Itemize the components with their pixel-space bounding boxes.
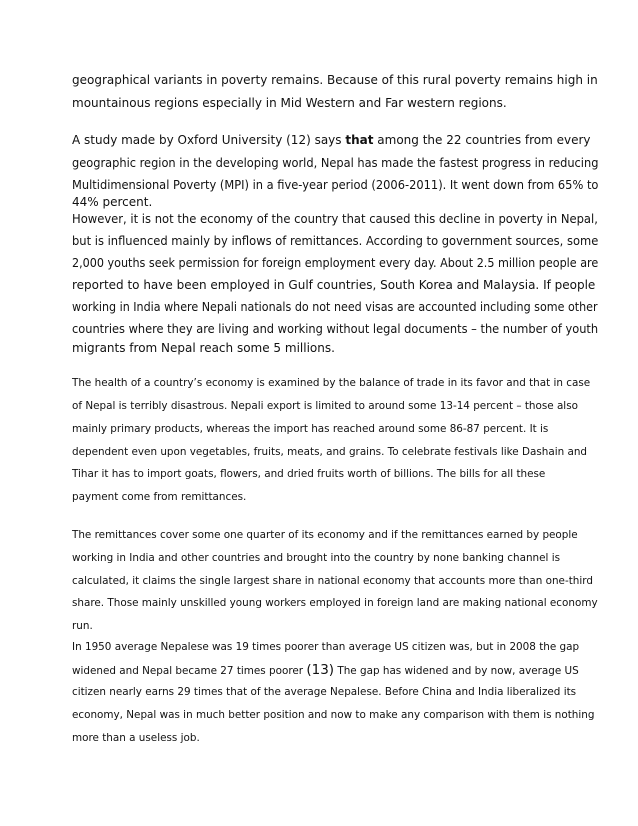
bold-word: that	[345, 133, 374, 147]
text-line: payment come from remittances.	[72, 491, 247, 503]
text-line: but is influenced mainly by inflows of remittances. According to government sources, some	[72, 234, 599, 248]
text-line: working in India and other countries and brought into the country by none banking channel is	[72, 552, 561, 564]
text-line: more than a useless job.	[72, 732, 200, 744]
text-line: The remittances cover some one quarter of its economy and if the remittances earned by people	[72, 529, 578, 541]
text-line: working in India where Nepali nationals do not need visas are accounted including some other	[72, 300, 598, 314]
text-line: migrants from Nepal reach some 5 millions.	[72, 341, 335, 355]
text-line: 2,000 youths seek permission for foreign employment every day. About 2.5 million people are	[72, 256, 599, 270]
text-line	[72, 133, 591, 147]
text-line	[72, 662, 579, 678]
text-line: economy, Nepal was in much better position and now to make any comparison with them is nothing	[72, 709, 595, 721]
text-line: However, it is not the economy of the country that caused this decline in poverty in Nepal,	[72, 212, 598, 226]
text-line: reported to have been employed in Gulf countries, South Korea and Malaysia. If people	[72, 278, 596, 292]
text-line: of Nepal is terribly disastrous. Nepali export is limited to around some 13-14 percent – those also	[72, 400, 578, 412]
text-line: calculated, it claims the single largest share in national economy that accounts more than one-third	[72, 575, 593, 587]
text-span: The gap has widened and by now, average US	[334, 665, 579, 677]
text-span: among the 22 countries from every	[373, 133, 591, 147]
text-line: dependent even upon vegetables, fruits, meats, and grains. To celebrate festivals like Dashain and	[72, 446, 588, 458]
text-line: mainly primary products, whereas the import has reached around some 86-87 percent. It is	[72, 423, 549, 435]
text-line: 44% percent.	[72, 195, 153, 209]
text-line: countries where they are living and working without legal documents – the number of youth	[72, 322, 599, 336]
text-line: citizen nearly earns 29 times that of the average Nepalese. Before China and India liberalized its	[72, 686, 577, 698]
text-line: geographic region in the developing world, Nepal has made the fastest progress in reducing	[72, 156, 599, 170]
text-line: share. Those mainly unskilled young workers employed in foreign land are making national economy	[72, 597, 598, 609]
text-line: The health of a country’s economy is examined by the balance of trade in its favor and that in case	[72, 377, 591, 389]
text-line: In 1950 average Nepalese was 19 times poorer than average US citizen was, but in 2008 the gap	[72, 641, 580, 653]
text-line: mountainous regions especially in Mid Western and Far western regions.	[72, 96, 507, 110]
text-line: Multidimensional Poverty (MPI) in a five-year period (2006-2011). It went down from 65% to	[72, 178, 599, 192]
text-span: A study made by Oxford University (12) says	[72, 133, 346, 147]
text-line: Tihar it has to import goats, flowers, and dried fruits worth of billions. The bills for all these	[72, 468, 546, 480]
citation-ref: (13)	[306, 662, 335, 678]
text-span: widened and Nepal became 27 times poorer	[72, 665, 307, 677]
text-line: geographical variants in poverty remains. Because of this rural poverty remains high in	[72, 73, 598, 87]
text-line: run.	[72, 620, 93, 632]
